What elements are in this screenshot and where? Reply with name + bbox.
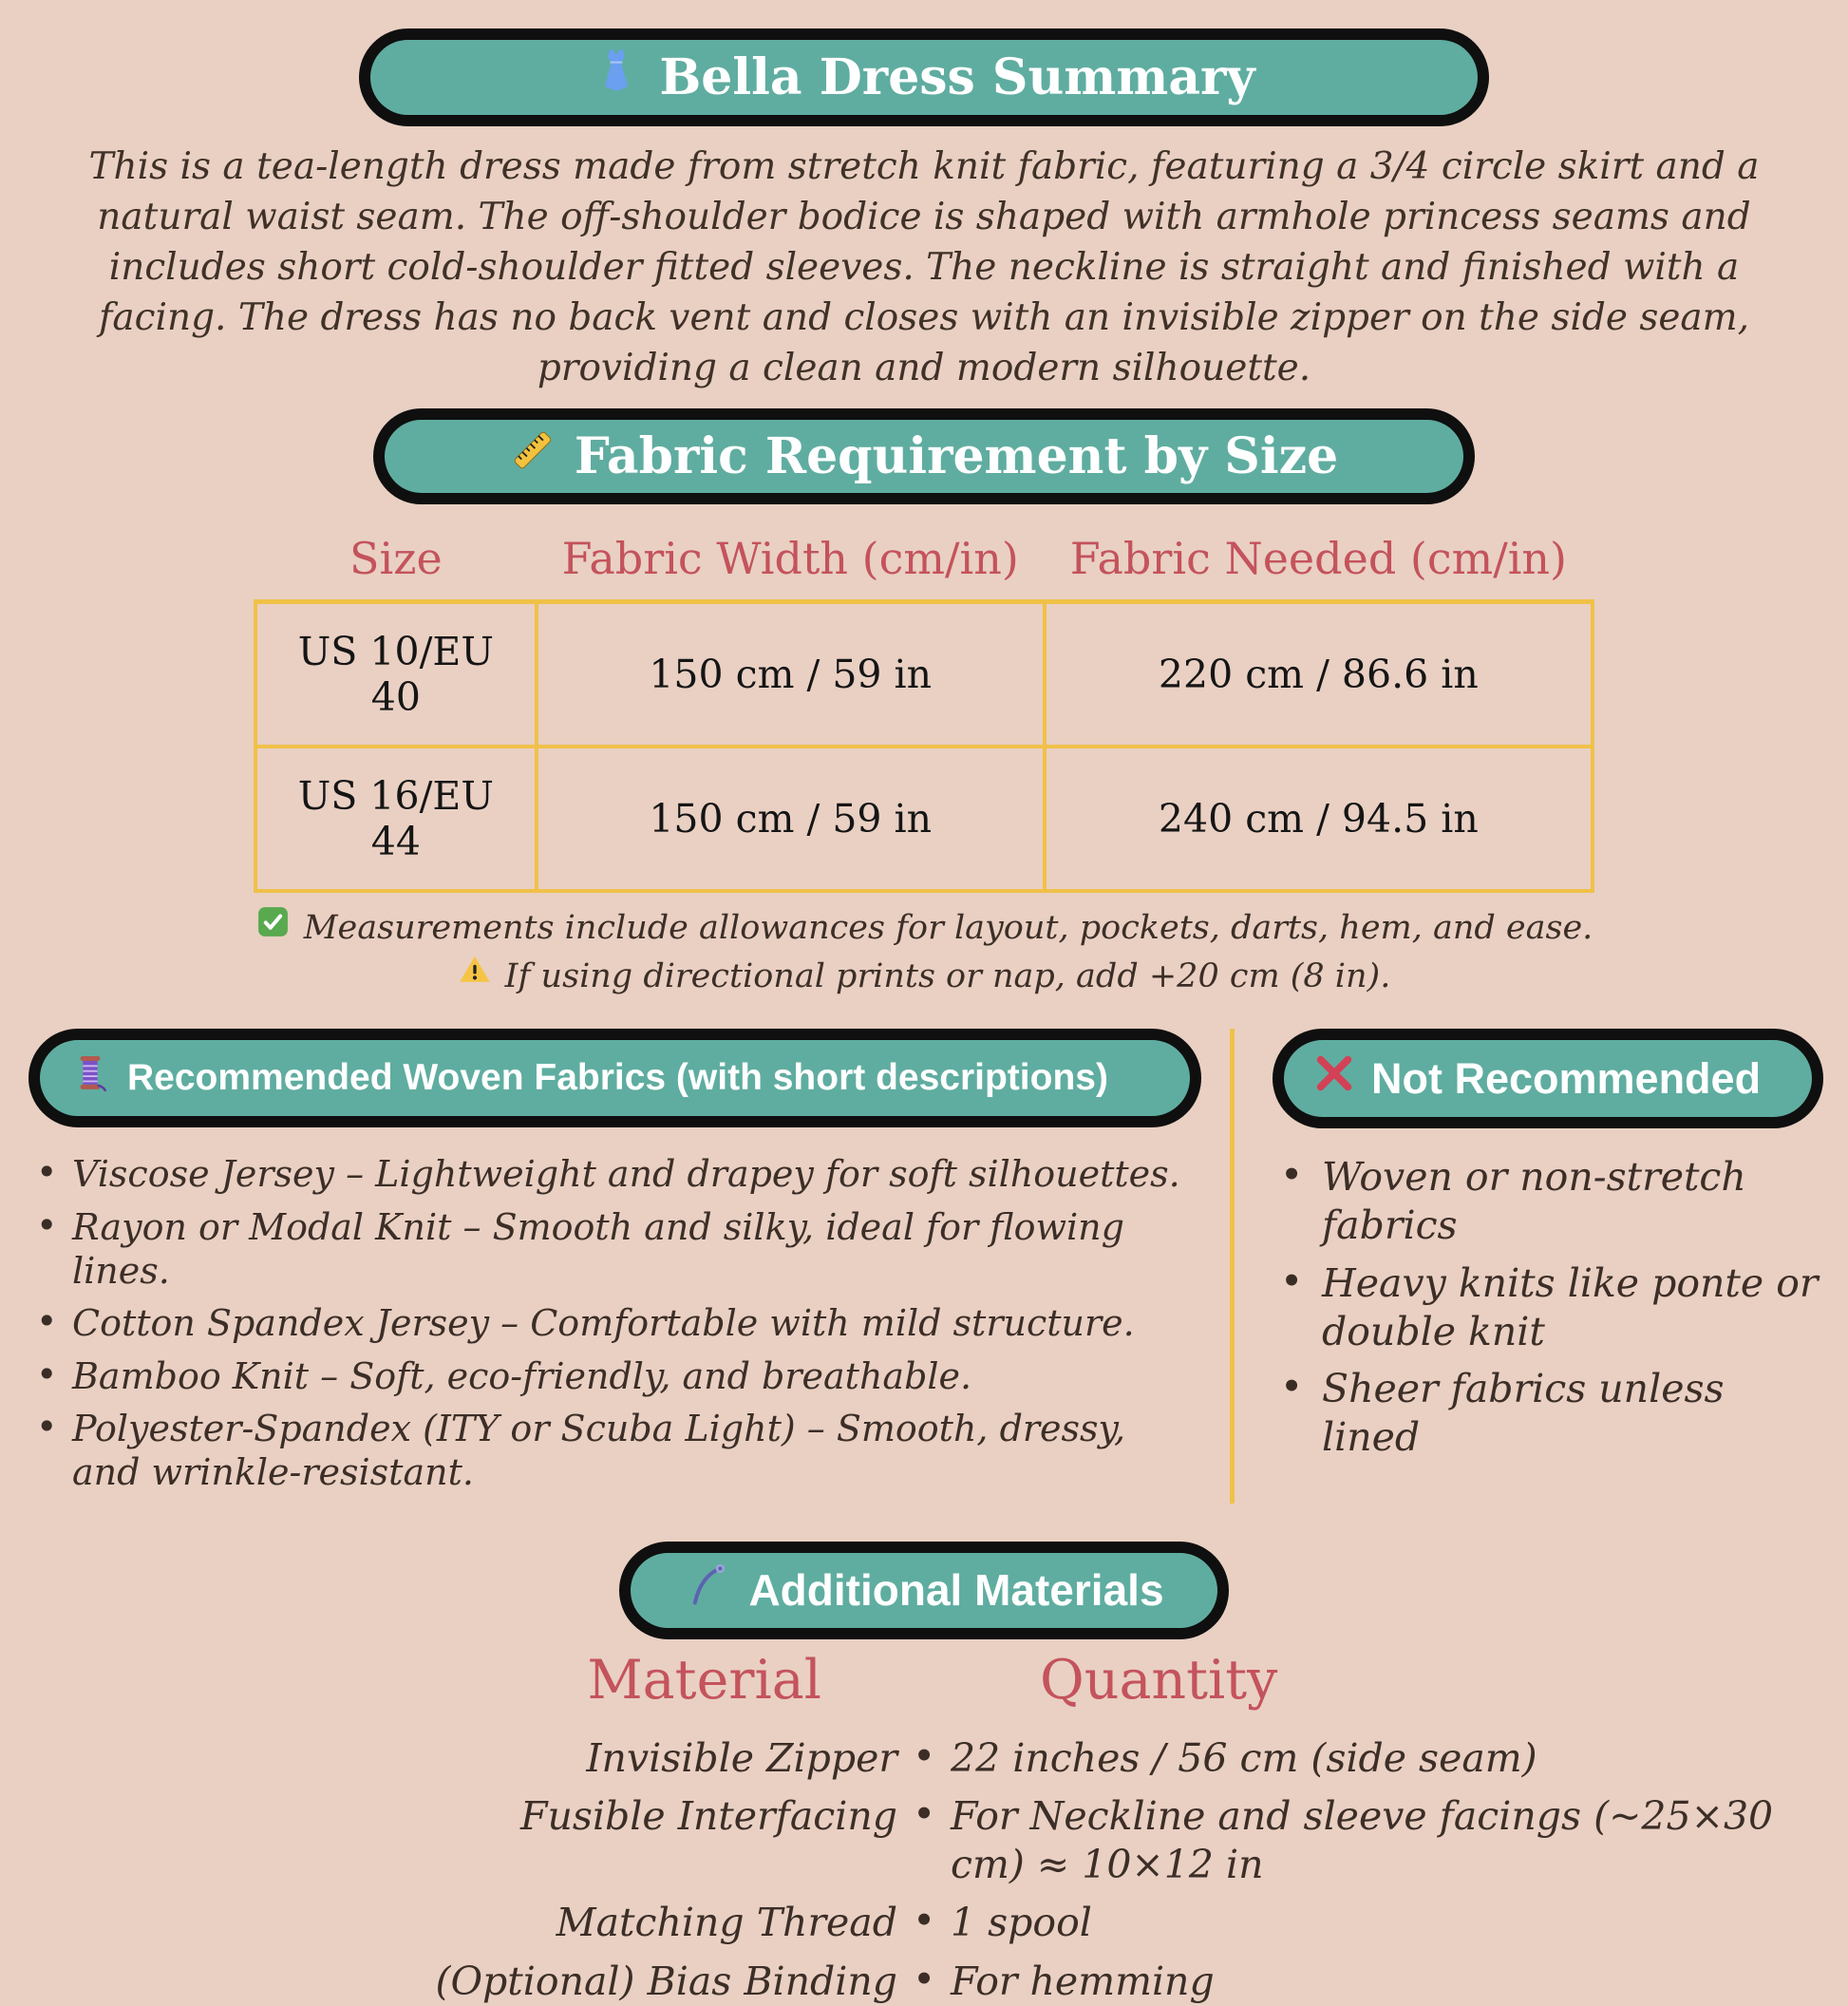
note-directional-prints bbox=[0, 953, 1848, 1000]
material-quantity: • 22 inches / 56 cm (side seam) bbox=[897, 1734, 1828, 1783]
not-recommended-section bbox=[1235, 1029, 1823, 1504]
fabric-requirement-table bbox=[254, 527, 1594, 893]
fabric-width-cell: 150 cm / 59 in bbox=[537, 602, 1045, 748]
fabric-requirement-heading: Fabric Requirement by Size bbox=[574, 427, 1339, 486]
fabric-needed-cell: 240 cm / 94.5 in bbox=[1045, 747, 1593, 891]
material-quantity: • 1 spool bbox=[897, 1899, 1828, 1947]
recommended-fabrics-list bbox=[28, 1152, 1201, 1495]
quantity-column-header: Quantity bbox=[1040, 1648, 1278, 1712]
recommended-fabrics-heading-pill bbox=[28, 1029, 1201, 1127]
column-header-size: Size bbox=[255, 527, 537, 602]
list-item: • Polyester-Spandex (ITY or Scuba Light) – Smooth, dressy, and wrinkle-resistant. bbox=[28, 1407, 1201, 1495]
recommended-fabrics-heading: Recommended Woven Fabrics (with short descriptions) bbox=[127, 1057, 1108, 1099]
dress-description: This is a tea-length dress made from stretch knit fabric, featuring a 3/4 circle skirt and a natural waist seam. The off-shoulder bodice is shaped with armhole princess seams and includes short cold-shoulder fitted sleeves. The neckline is straight and finished with a facing. The dress has no back vent and closes with an invisible zipper on the side seam, providing a clean and modern silhouette. bbox=[88, 145, 1760, 390]
recommended-fabrics-section bbox=[28, 1029, 1235, 1504]
fabric-needed-cell: 220 cm / 86.6 in bbox=[1045, 602, 1593, 748]
list-item: • Bamboo Knit – Soft, eco-friendly, and breathable. bbox=[28, 1354, 1201, 1398]
fabric-requirement-heading-pill bbox=[373, 408, 1475, 504]
material-name: Fusible Interfacing bbox=[520, 1792, 897, 1839]
table-notes bbox=[0, 904, 1848, 1000]
material-column-header: Material bbox=[587, 1648, 821, 1712]
table-row bbox=[255, 602, 1593, 748]
note-measurements bbox=[0, 904, 1848, 953]
x-icon bbox=[1312, 1051, 1356, 1106]
page-title: Bella Dress Summary bbox=[659, 48, 1255, 106]
not-recommended-list bbox=[1273, 1153, 1823, 1463]
list-item: • Rayon or Modal Knit – Smooth and silky, ideal for flowing lines. bbox=[28, 1205, 1201, 1294]
material-name: Invisible Zipper bbox=[586, 1734, 897, 1781]
note-text: Measurements include allowances for layout, pockets, darts, hem, and ease. bbox=[303, 909, 1593, 948]
not-recommended-heading-pill bbox=[1273, 1029, 1823, 1128]
title-pill bbox=[359, 28, 1489, 126]
fabric-width-cell: 150 cm / 59 in bbox=[537, 747, 1045, 891]
additional-materials-heading-pill bbox=[619, 1542, 1228, 1639]
list-item: • Heavy knits like ponte or double knit bbox=[1273, 1259, 1823, 1357]
material-name: (Optional) Bias Binding bbox=[435, 1958, 897, 2004]
size-cell: US 10/EU 40 bbox=[255, 602, 537, 748]
additional-materials-table bbox=[366, 1649, 1828, 2006]
list-item: • Woven or non-stretch fabrics bbox=[1273, 1153, 1823, 1251]
list-item: • Viscose Jersey – Lightweight and drapey for soft silhouettes. bbox=[28, 1152, 1201, 1196]
material-quantity: • For hemming bbox=[897, 1958, 1828, 2006]
fabric-advice-columns bbox=[28, 1029, 1823, 1504]
thread-spool-icon bbox=[68, 1051, 112, 1105]
check-icon bbox=[255, 904, 291, 953]
size-cell: US 16/EU 44 bbox=[255, 747, 537, 891]
column-header-fabric-width: Fabric Width (cm/in) bbox=[537, 527, 1045, 602]
table-header-row bbox=[255, 527, 1593, 602]
material-quantity: • For Neckline and sleeve facings (~25×30 cm) ≈ 10×12 in bbox=[897, 1792, 1828, 1890]
list-item: • Sheer fabrics unless lined bbox=[1273, 1365, 1823, 1463]
not-recommended-heading: Not Recommended bbox=[1371, 1053, 1762, 1103]
warning-icon bbox=[458, 953, 492, 1000]
note-text: If using directional prints or nap, add +20 cm (8 in). bbox=[504, 956, 1391, 995]
material-name: Matching Thread bbox=[556, 1900, 897, 1946]
ruler-icon bbox=[510, 427, 556, 485]
needle-icon bbox=[684, 1562, 729, 1618]
additional-materials-heading: Additional Materials bbox=[748, 1565, 1164, 1616]
list-item: • Cotton Spandex Jersey – Comfortable with mild structure. bbox=[28, 1301, 1201, 1345]
dress-icon bbox=[593, 47, 640, 107]
column-header-fabric-needed: Fabric Needed (cm/in) bbox=[1045, 527, 1593, 602]
table-row bbox=[255, 747, 1593, 891]
